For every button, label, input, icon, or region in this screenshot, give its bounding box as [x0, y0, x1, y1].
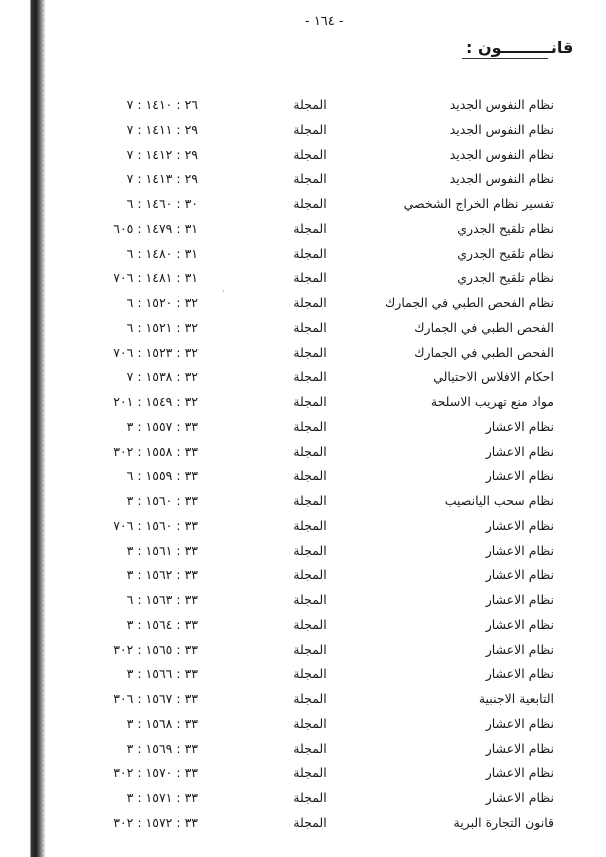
- entry-reference: ٣٣ : ١٥٧٢ : ٣٠٢: [113, 814, 198, 830]
- list-item: [0, 565, 606, 589]
- entry-reference: ٣٠ : ١٤٦٠ : ٦: [126, 196, 198, 211]
- entry-reference: ٣٣ : ١٥٥٨ : ٣٠٢: [113, 443, 198, 459]
- entry-reference: ٣٣ : ١٥٦٥ : ٣٠٢: [113, 641, 198, 657]
- entry-title: نظام الاعشار: [485, 468, 554, 484]
- entry-source: المجلة: [293, 220, 327, 236]
- page-number: - ١٦٤ -: [305, 14, 344, 29]
- entry-source: المجلة: [293, 245, 327, 261]
- entry-source: المجلة: [293, 740, 327, 756]
- entry-title: نظام تلقيح الجدري: [457, 220, 554, 236]
- list-item: [0, 367, 606, 391]
- entry-source: المجلة: [293, 196, 327, 211]
- list-item: [0, 813, 606, 837]
- entry-source: المجلة: [293, 814, 327, 830]
- entry-source: المجلة: [293, 171, 327, 187]
- entry-title: نظام الاعشار: [485, 740, 554, 756]
- entry-reference: ٣٣ : ١٥٧١ : ٣: [126, 790, 198, 805]
- entry-source: المجلة: [293, 121, 327, 137]
- list-item: [0, 219, 606, 243]
- entry-reference: ٢٩ : ١٤١٣ : ٧: [126, 171, 198, 187]
- entry-title: الفحص الطبي في الجمارك: [414, 319, 554, 335]
- entry-reference: ٣٣ : ١٥٦٦ : ٣: [126, 666, 198, 682]
- list-item: [0, 615, 606, 639]
- entry-reference: ٣١ : ١٤٨١ : ٧٠٦: [113, 270, 198, 286]
- entry-source: المجلة: [293, 691, 327, 706]
- entry-reference: ٣٣ : ١٥٦١ : ٣: [126, 542, 198, 558]
- entry-reference: ٢٩ : ١٤١١ : ٧: [126, 121, 198, 137]
- entry-reference: ٣١ : ١٤٧٩ : ٦٠٥: [113, 220, 198, 236]
- entry-title: نظام النفوس الجديد: [449, 146, 554, 162]
- entry-reference: ٣٢ : ١٥٢١ : ٦: [126, 319, 198, 335]
- entry-title: تفسير نظام الخراج الشخصي: [403, 196, 554, 211]
- list-item: [0, 739, 606, 763]
- list-item: [0, 763, 606, 787]
- list-item: [0, 194, 606, 218]
- list-item: [0, 491, 606, 515]
- list-item: [0, 169, 606, 193]
- entry-title: نظام الاعشار: [485, 418, 554, 434]
- list-item: [0, 664, 606, 688]
- entry-source: المجلة: [293, 369, 327, 385]
- list-item: [0, 590, 606, 614]
- entry-title: نظام الاعشار: [485, 443, 554, 459]
- list-item: [0, 244, 606, 268]
- list-item: [0, 417, 606, 441]
- entry-source: المجلة: [293, 542, 327, 558]
- entry-reference: ٣٣ : ١٥٥٩ : ٦: [126, 468, 198, 484]
- list-item: [0, 788, 606, 812]
- header-underline: [462, 58, 548, 59]
- entry-source: المجلة: [293, 715, 327, 731]
- entry-reference: ٣٣ : ١٥٦٠ : ٣: [126, 493, 198, 508]
- entry-reference: ٣٣ : ١٥٦٧ : ٣٠٦: [113, 691, 198, 706]
- list-item: [0, 343, 606, 367]
- stray-mark: ·: [222, 287, 225, 296]
- entry-source: المجلة: [293, 146, 327, 162]
- entry-source: المجلة: [293, 567, 327, 583]
- entry-title: نظام النفوس الجديد: [449, 171, 554, 187]
- list-item: [0, 466, 606, 490]
- list-item: [0, 689, 606, 713]
- entry-title: نظام الاعشار: [485, 790, 554, 805]
- entry-title: نظام الاعشار: [485, 542, 554, 558]
- entry-source: المجلة: [293, 394, 327, 409]
- entry-reference: ٣٣ : ١٥٦٨ : ٣: [126, 715, 198, 731]
- entry-reference: ٣٣ : ١٥٦٠ : ٧٠٦: [113, 517, 198, 533]
- entry-reference: ٣٣ : ١٥٦٤ : ٣: [126, 616, 198, 632]
- list-item: [0, 392, 606, 416]
- entry-reference: ٣٢ : ١٥٤٩ : ٢٠١: [113, 394, 198, 409]
- entry-title: نظام تلقيح الجدري: [457, 270, 554, 286]
- entry-source: المجلة: [293, 418, 327, 434]
- entry-source: المجلة: [293, 592, 327, 607]
- entry-title: نظام الاعشار: [485, 641, 554, 657]
- entry-title: نظام الاعشار: [485, 517, 554, 533]
- entry-reference: ٣٣ : ١٥٧٠ : ٣٠٢: [113, 765, 198, 781]
- entry-reference: ٣٣ : ١٥٦٢ : ٣: [126, 567, 198, 583]
- entry-source: المجلة: [293, 616, 327, 632]
- entry-source: المجلة: [293, 319, 327, 335]
- list-item: [0, 714, 606, 738]
- list-item: [0, 318, 606, 342]
- entry-source: المجلة: [293, 517, 327, 533]
- entry-title: قانون التجارة البرية: [453, 814, 554, 830]
- list-item: [0, 293, 606, 317]
- entry-source: المجلة: [293, 765, 327, 781]
- list-item: [0, 268, 606, 292]
- entry-reference: ٣٣ : ١٥٥٧ : ٣: [126, 418, 198, 434]
- entry-reference: ٣٣ : ١٥٦٣ : ٦: [126, 592, 198, 607]
- entry-title: نظام الاعشار: [485, 616, 554, 632]
- entry-reference: ٢٦ : ١٤١٠ : ٧: [126, 97, 198, 112]
- entry-title: نظام النفوس الجديد: [449, 121, 554, 137]
- entry-title: التابعية الاجنبية: [478, 691, 554, 706]
- entry-title: الفحص الطبي في الجمارك: [414, 344, 554, 360]
- list-item: [0, 516, 606, 540]
- entry-title: نظام الاعشار: [485, 567, 554, 583]
- entry-source: المجلة: [293, 295, 327, 310]
- entry-reference: ٣٣ : ١٥٦٩ : ٣: [126, 740, 198, 756]
- entry-title: نظام سحب اليانصيب: [444, 493, 554, 508]
- entry-reference: ٣٢ : ١٥٢٣ : ٧٠٦: [113, 344, 198, 360]
- list-item: [0, 120, 606, 144]
- entry-reference: ٣٢ : ١٥٢٠ : ٦: [126, 295, 198, 310]
- entry-source: المجلة: [293, 468, 327, 484]
- entry-title: نظام الاعشار: [485, 592, 554, 607]
- entry-title: نظام النفوس الجديد: [449, 97, 554, 112]
- entry-reference: ٣١ : ١٤٨٠ : ٦: [126, 245, 198, 261]
- entry-reference: ٢٩ : ١٤١٢ : ٧: [126, 146, 198, 162]
- entry-title: احكام الافلاس الاحتيالي: [433, 369, 554, 385]
- entry-source: المجلة: [293, 666, 327, 682]
- entry-title: نظام تلقيح الجدري: [457, 245, 554, 261]
- entry-title: نظام الاعشار: [485, 765, 554, 781]
- entry-source: المجلة: [293, 493, 327, 508]
- entry-source: المجلة: [293, 344, 327, 360]
- list-item: [0, 95, 606, 119]
- entry-source: المجلة: [293, 443, 327, 459]
- header-title: قانـــــــــون :: [466, 38, 574, 57]
- entry-source: المجلة: [293, 270, 327, 286]
- entry-title: نظام الاعشار: [485, 715, 554, 731]
- list-item: [0, 640, 606, 664]
- list-item: [0, 541, 606, 565]
- entry-source: المجلة: [293, 790, 327, 805]
- entry-title: نظام الفحص الطبي في الجمارك: [384, 295, 554, 310]
- list-item: [0, 442, 606, 466]
- entry-source: المجلة: [293, 97, 327, 112]
- entry-source: المجلة: [293, 641, 327, 657]
- list-item: [0, 145, 606, 169]
- entry-title: مواد منع تهريب الاسلحة: [430, 394, 554, 409]
- entry-title: نظام الاعشار: [485, 666, 554, 682]
- entry-reference: ٣٢ : ١٥٣٨ : ٧: [126, 369, 198, 385]
